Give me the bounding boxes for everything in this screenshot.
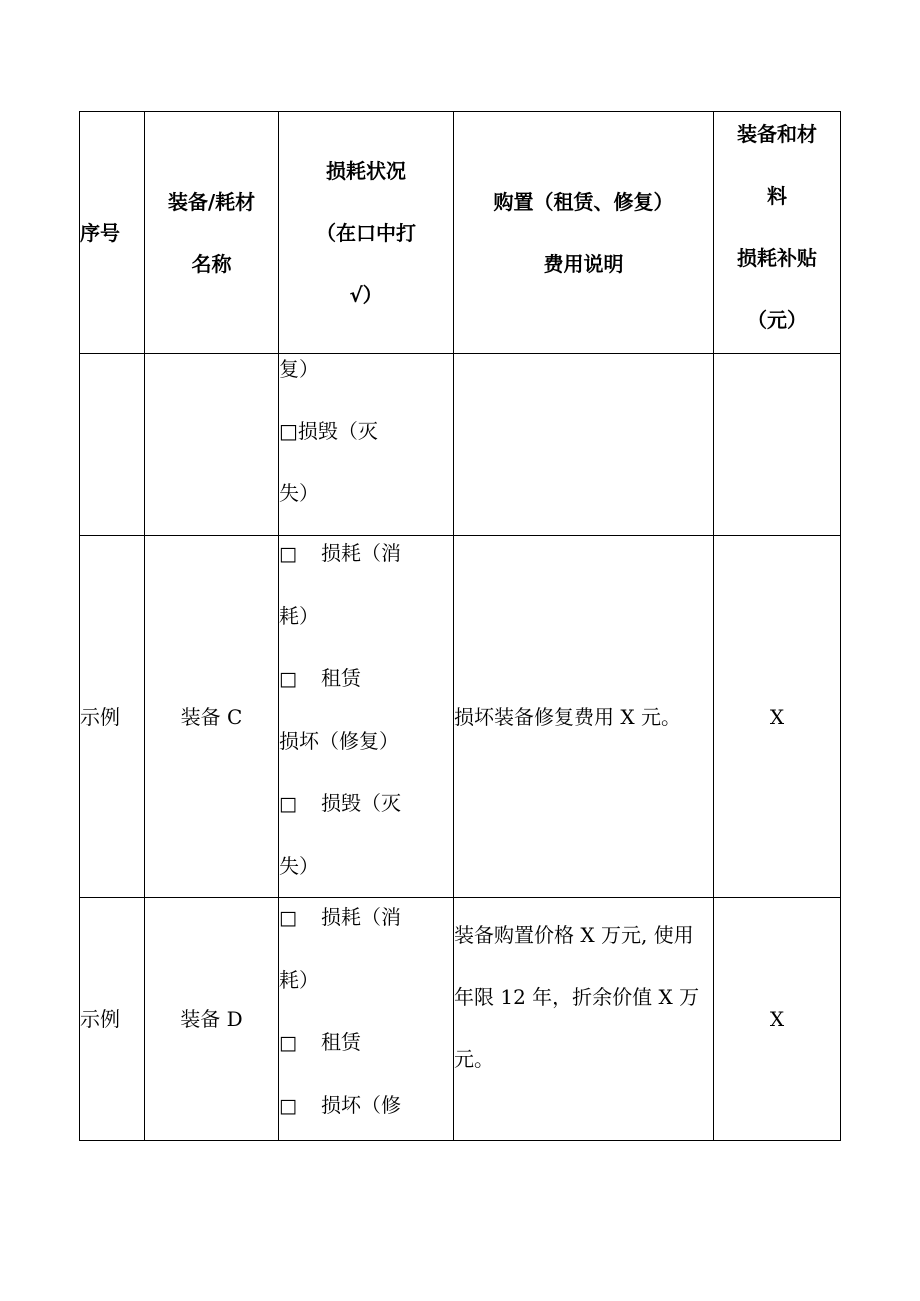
row-c-description-text: 损坏装备修复费用 X 元。 xyxy=(454,704,681,729)
row-c-name-label: 装备 C xyxy=(180,704,243,729)
checkbox-icon[interactable]: □ xyxy=(279,906,297,929)
row-d-description-line1: 装备购置价格 X 万元, 使用 xyxy=(454,923,694,947)
header-status-line2: （在口中打 xyxy=(316,220,416,245)
row-d-description-line2: 年限 12 年，折余价值 X 万 xyxy=(454,985,700,1009)
header-status-line1: 损耗状况 xyxy=(326,158,406,183)
continued-subsidy-cell xyxy=(714,354,841,536)
row-d-name xyxy=(145,898,279,1141)
row-c-option-1 xyxy=(279,536,453,585)
row-d-option-1-line2: 耗） xyxy=(279,967,319,992)
continued-name-cell xyxy=(145,354,279,536)
row-d-option-2-line1: 租赁 xyxy=(320,1029,361,1054)
row-d-subsidy xyxy=(714,898,841,1141)
header-status xyxy=(279,112,454,354)
checkbox-icon[interactable]: □ xyxy=(279,667,297,690)
row-d-subsidy-value: X xyxy=(769,1007,785,1031)
header-name xyxy=(145,112,279,354)
continued-status-line3: 失） xyxy=(279,481,319,505)
continued-seq-cell xyxy=(80,354,145,536)
row-d-status xyxy=(279,898,454,1141)
row-c-option-1-line2: 耗） xyxy=(279,603,319,628)
row-c-status xyxy=(279,536,454,898)
table-row xyxy=(80,536,841,898)
header-seq-label: 序号 xyxy=(80,220,120,245)
table-row xyxy=(80,898,841,1141)
header-name-line2: 名称 xyxy=(191,251,232,276)
header-subsidy xyxy=(714,112,841,354)
row-c-option-2 xyxy=(279,647,453,710)
header-subsidy-line3: 损耗补贴 xyxy=(737,245,817,270)
row-d-option-3 xyxy=(279,1074,453,1137)
row-d-seq xyxy=(80,898,145,1141)
row-d-option-2 xyxy=(279,1011,453,1074)
row-c-option-3 xyxy=(279,772,453,835)
row-c-option-2-line1: 租赁 xyxy=(320,665,361,690)
header-desc-line1: 购置（租赁、修复） xyxy=(493,189,674,214)
row-c-option-1-line1: 损耗（消 xyxy=(320,540,401,565)
row-c-seq xyxy=(80,536,145,898)
header-name-line1: 装备/耗材 xyxy=(167,189,256,214)
row-c-seq-label: 示例 xyxy=(80,704,120,729)
table-row-continued xyxy=(80,354,841,536)
row-c-name xyxy=(145,536,279,898)
continued-status-line2: □损毁（灭 xyxy=(279,419,378,443)
header-seq xyxy=(80,112,145,354)
header-subsidy-line1: 装备和材 xyxy=(737,121,817,146)
header-subsidy-line2: 料 xyxy=(767,183,787,208)
header-desc-line2: 费用说明 xyxy=(543,251,624,276)
checkbox-icon[interactable]: □ xyxy=(279,1094,297,1117)
header-subsidy-line4: （元） xyxy=(747,307,807,332)
row-c-description xyxy=(454,536,714,898)
row-c-subsidy-value: X xyxy=(769,704,785,729)
checkbox-icon[interactable]: □ xyxy=(279,792,297,815)
checkbox-icon[interactable]: □ xyxy=(279,1031,297,1054)
row-c-subsidy xyxy=(714,536,841,898)
equipment-subsidy-table xyxy=(79,111,841,1141)
continued-status-cell xyxy=(279,354,454,536)
row-d-option-1 xyxy=(279,898,453,949)
continued-desc-cell xyxy=(454,354,714,536)
continued-status-line1: 复） xyxy=(279,357,319,381)
row-d-option-3-line1: 损坏（修 xyxy=(320,1092,401,1117)
table-header-row xyxy=(80,112,841,354)
header-description xyxy=(454,112,714,354)
header-status-line3: √） xyxy=(349,282,383,307)
row-d-description xyxy=(454,898,714,1141)
row-d-description-line3: 元。 xyxy=(454,1047,494,1071)
row-d-name-label: 装备 D xyxy=(180,1007,243,1031)
row-c-option-3-line1: 损毁（灭 xyxy=(320,790,401,815)
row-d-seq-label: 示例 xyxy=(80,1007,120,1031)
checkbox-icon[interactable]: □ xyxy=(279,542,297,565)
row-c-option-2-line2: 损坏（修复） xyxy=(279,728,399,753)
row-d-option-1-line1: 损耗（消 xyxy=(320,904,401,929)
row-c-option-3-line2: 失） xyxy=(279,853,319,878)
